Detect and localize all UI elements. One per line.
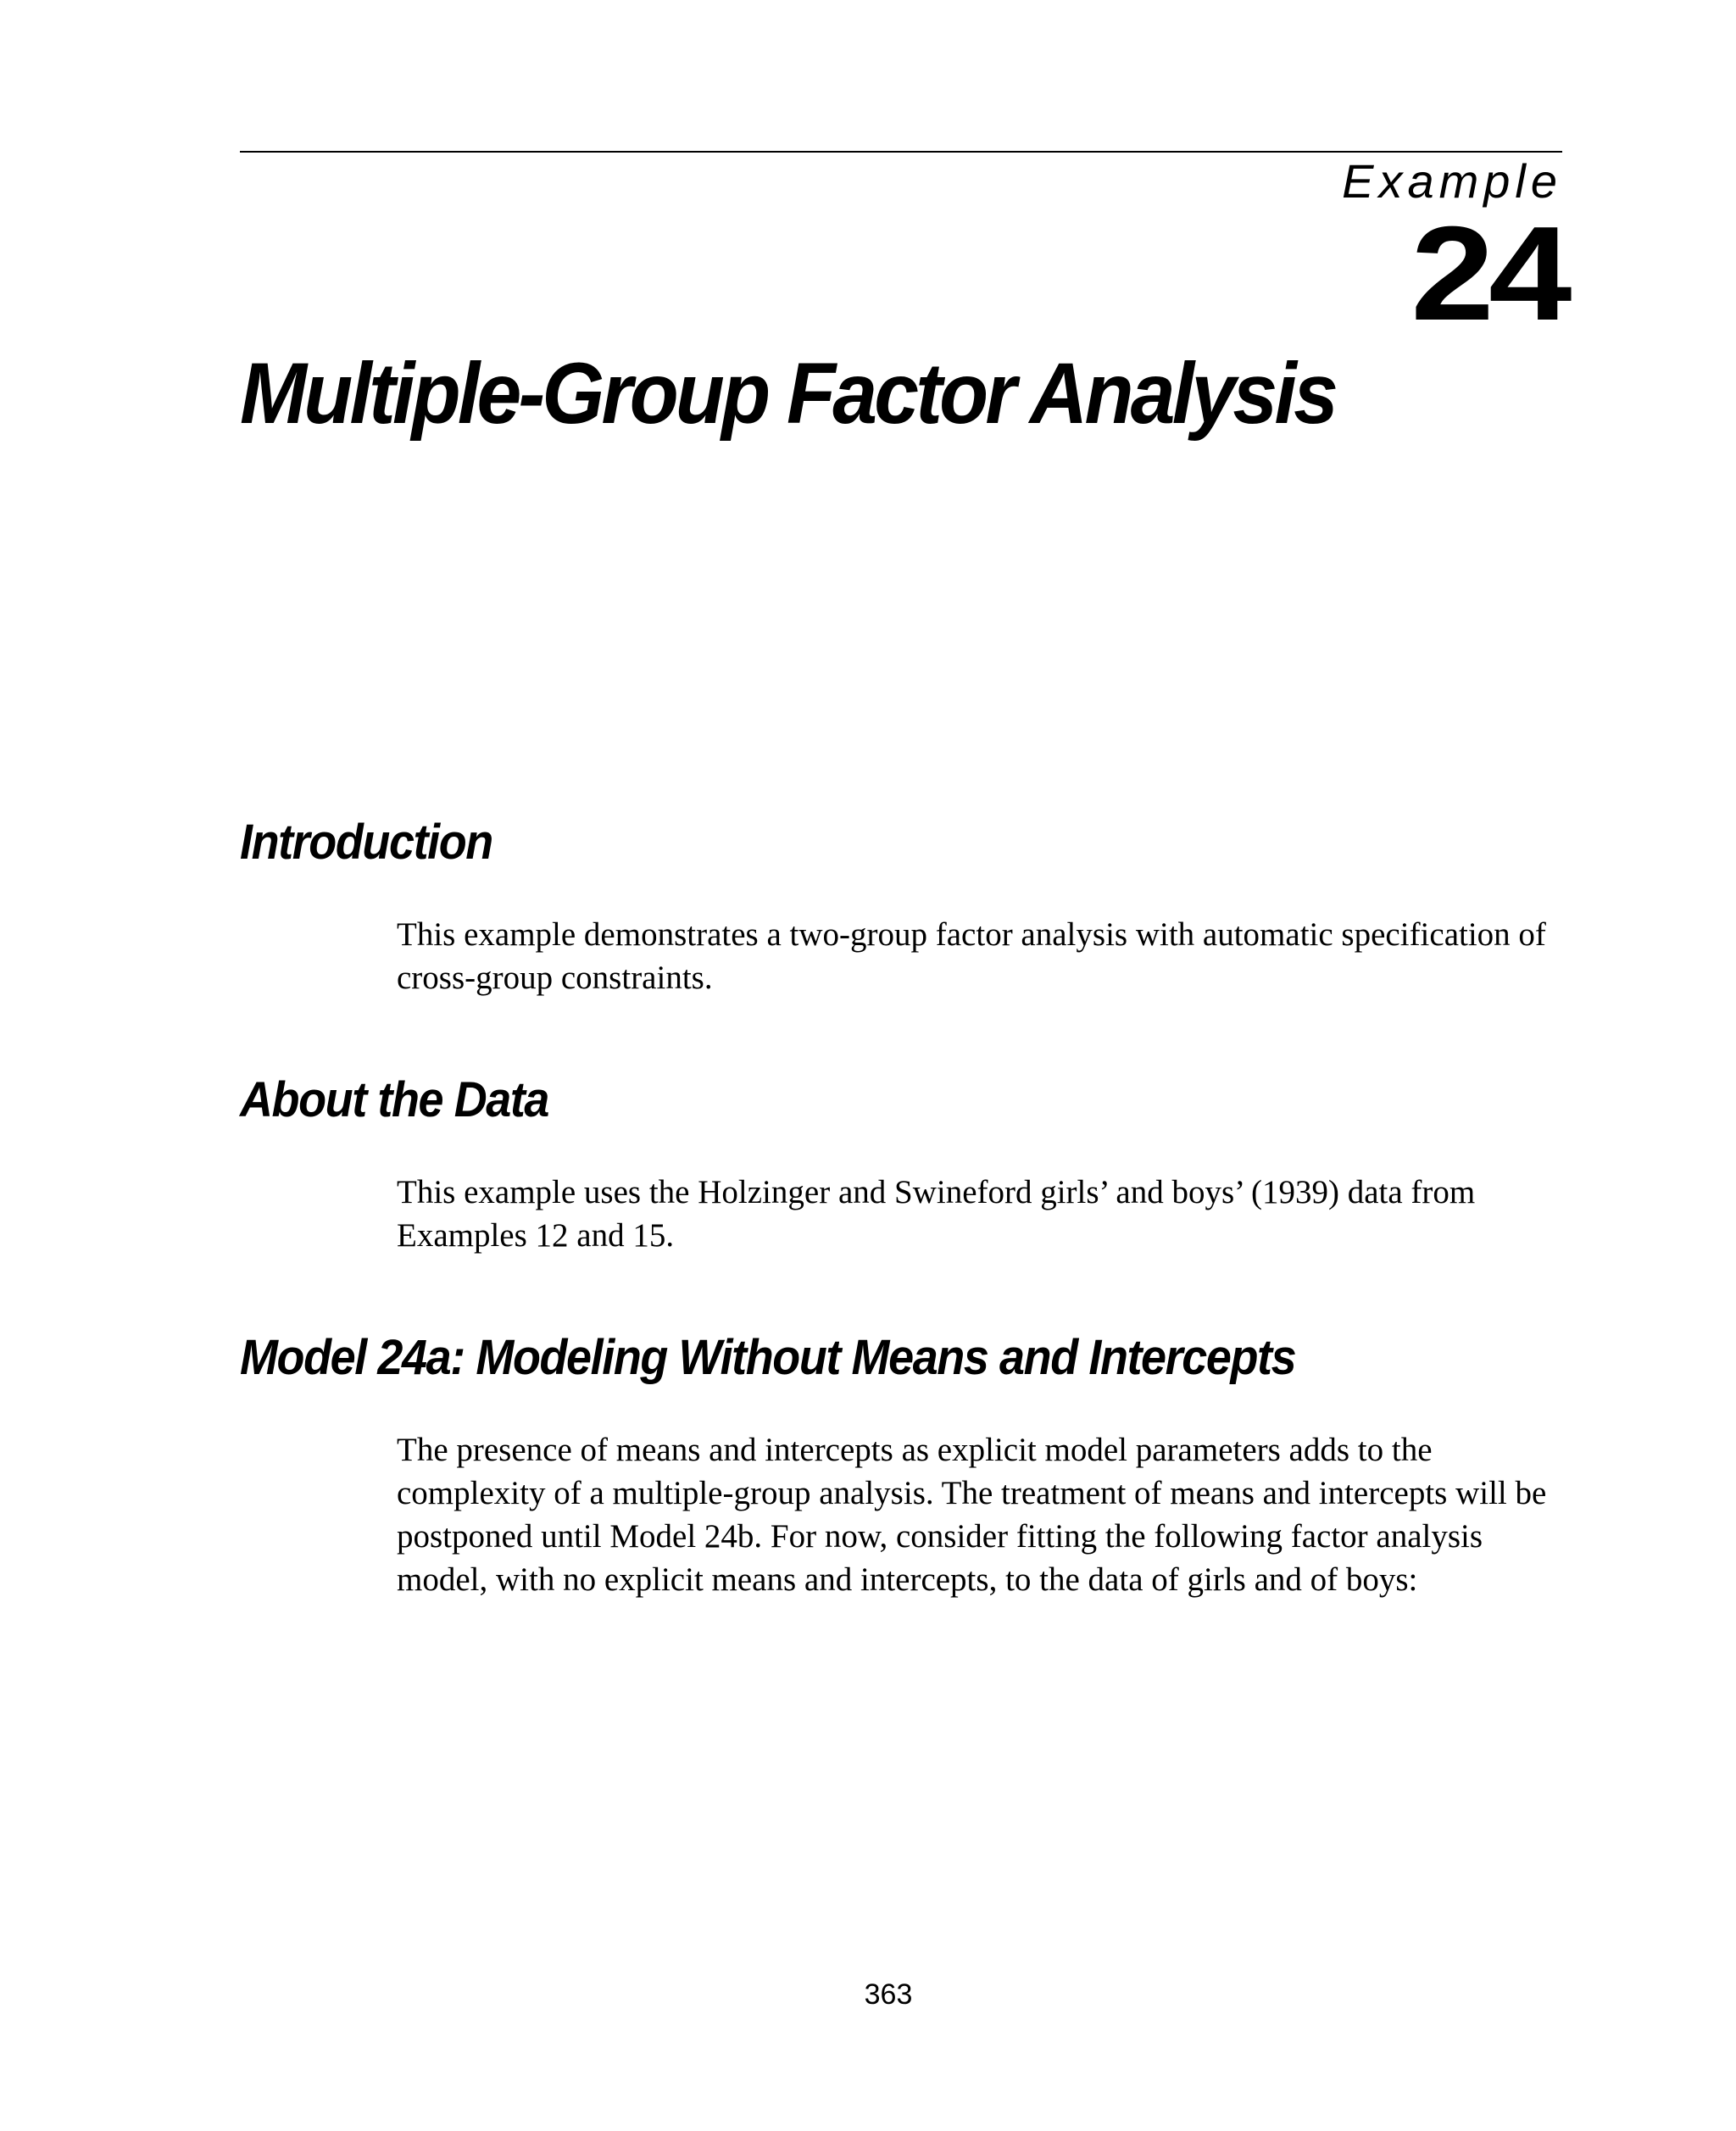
section-body-model-24a: The presence of means and intercepts as explicit model parameters adds to the complexity of a multiple-group analysis. The treatment of means and intercepts will be postponed until Model 24b. For now, consider fitting the following factor analysis model, with no explicit means and intercepts, to the data of girls and of boys: xyxy=(397,1432,1547,1598)
section-heading-about-the-data: About the Data xyxy=(240,1072,549,1127)
page-number: 363 xyxy=(864,1978,913,2011)
example-number: 24 xyxy=(1410,199,1566,348)
section-heading-introduction: Introduction xyxy=(240,815,492,870)
section-heading-model-24a: Model 24a: Modeling Without Means and Intercepts xyxy=(240,1330,1296,1385)
section-body-about-the-data: This example uses the Holzinger and Swineford girls’ and boys’ (1939) data from Examples 12 and 15. xyxy=(397,1174,1476,1254)
chapter-title: Multiple-Group Factor Analysis xyxy=(240,345,1336,442)
example-label: Example xyxy=(1342,154,1562,208)
header-rule xyxy=(240,151,1562,153)
section-body-introduction: This example demonstrates a two-group factor analysis with automatic specification of cross-group constraints. xyxy=(397,916,1546,996)
